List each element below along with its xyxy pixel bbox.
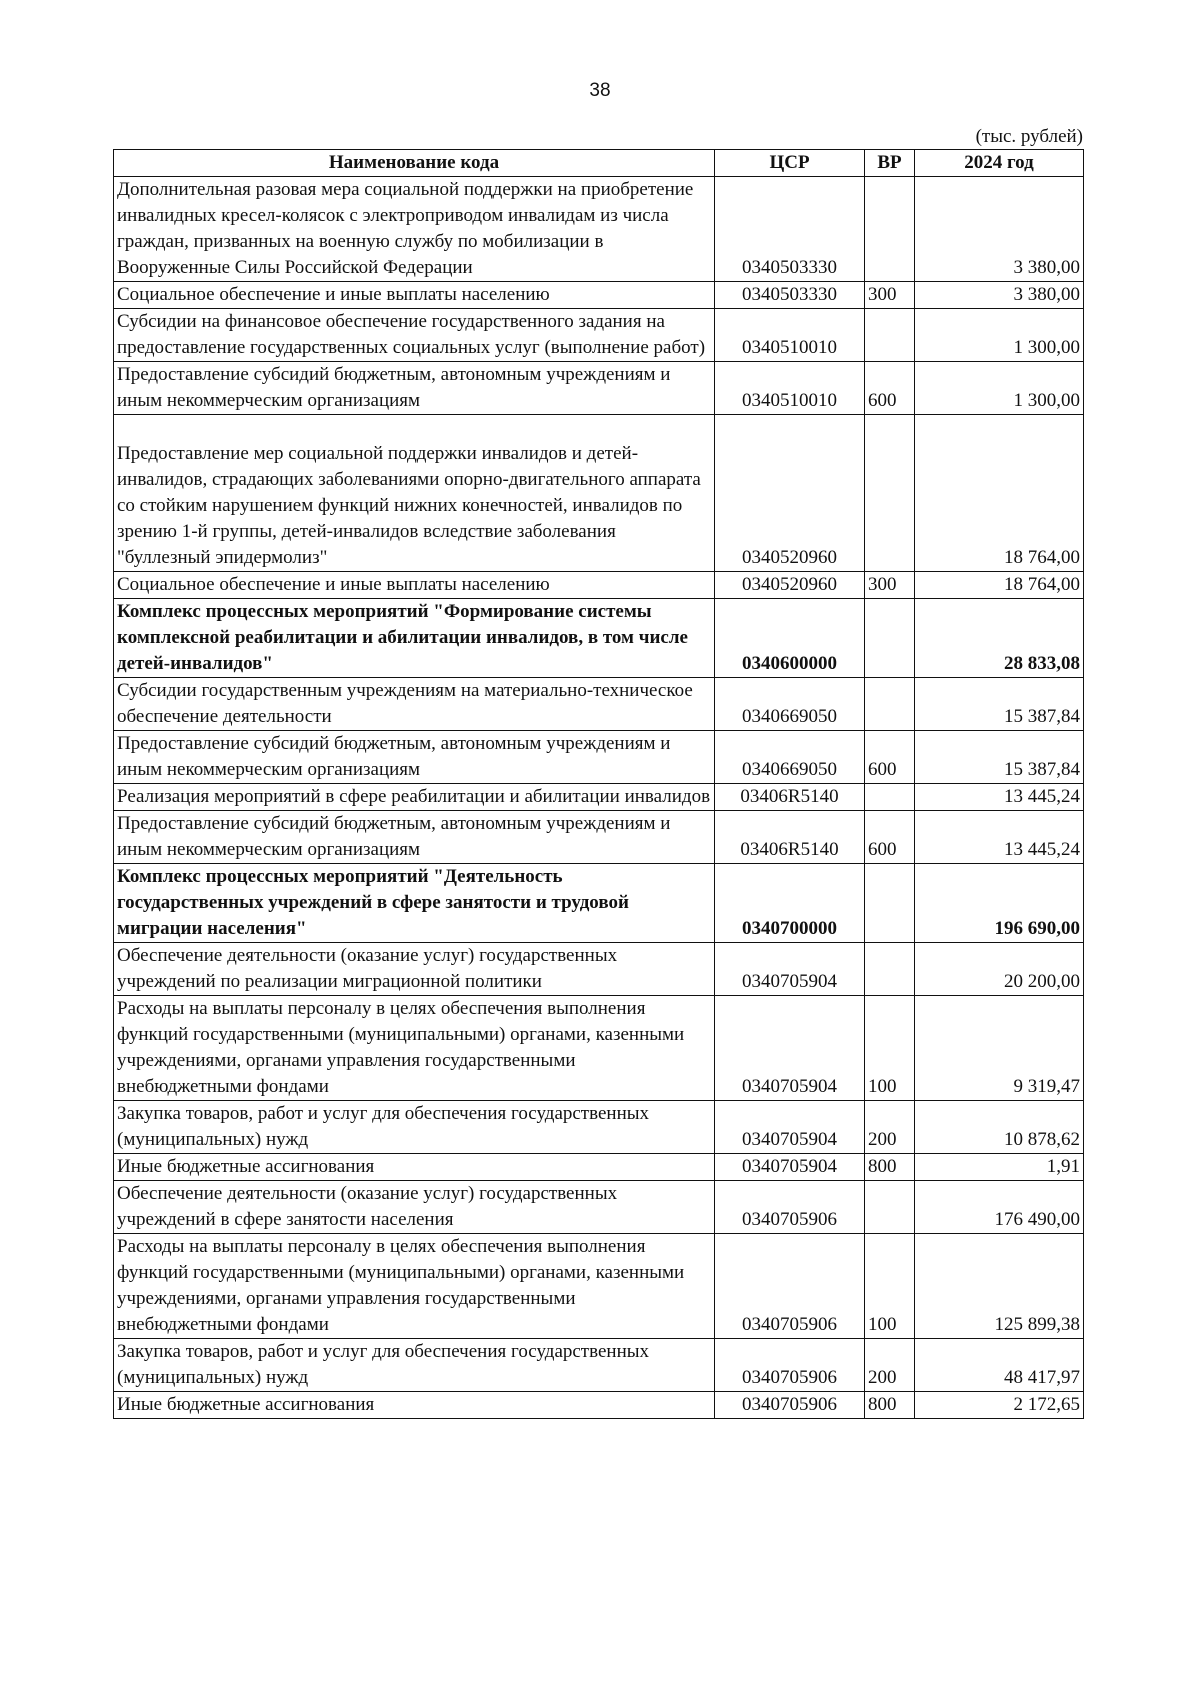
cell-csr: 03406R5140 bbox=[715, 784, 865, 811]
cell-name: Расходы на выплаты персоналу в целях обеспечения выполнения функций государственными (муниципальными) органами, казенными учреждениями, органами управления государственными внебюджетными фондами bbox=[114, 1234, 715, 1339]
cell-sum: 13 445,24 bbox=[915, 811, 1084, 864]
cell-name: Иные бюджетные ассигнования bbox=[114, 1392, 715, 1419]
cell-sum: 18 764,00 bbox=[915, 572, 1084, 599]
cell-csr: 0340669050 bbox=[715, 731, 865, 784]
budget-table bbox=[113, 149, 1084, 1419]
header-vr: ВР bbox=[865, 150, 915, 177]
cell-name: Закупка товаров, работ и услуг для обеспечения государственных (муниципальных) нужд bbox=[114, 1101, 715, 1154]
cell-vr: 600 bbox=[865, 731, 915, 784]
cell-csr: 0340705904 bbox=[715, 996, 865, 1101]
cell-sum: 1 300,00 bbox=[915, 362, 1084, 415]
table-row bbox=[114, 1392, 1084, 1419]
table-row bbox=[114, 996, 1084, 1101]
cell-csr: 0340669050 bbox=[715, 678, 865, 731]
cell-csr: 0340510010 bbox=[715, 362, 865, 415]
cell-vr bbox=[865, 784, 915, 811]
header-sum: 2024 год bbox=[915, 150, 1084, 177]
table-body bbox=[114, 177, 1084, 1419]
cell-sum: 196 690,00 bbox=[915, 864, 1084, 943]
table-row bbox=[114, 1101, 1084, 1154]
cell-name: Иные бюджетные ассигнования bbox=[114, 1154, 715, 1181]
table-row bbox=[114, 282, 1084, 309]
cell-name: Предоставление субсидий бюджетным, автономным учреждениям и иным некоммерческим организациям bbox=[114, 811, 715, 864]
cell-name: Расходы на выплаты персоналу в целях обеспечения выполнения функций государственными (муниципальными) органами, казенными учреждениями, органами управления государственными внебюджетными фондами bbox=[114, 996, 715, 1101]
cell-sum: 15 387,84 bbox=[915, 731, 1084, 784]
header-name: Наименование кода bbox=[114, 150, 715, 177]
cell-csr: 0340705906 bbox=[715, 1392, 865, 1419]
cell-vr: 100 bbox=[865, 1234, 915, 1339]
cell-vr: 800 bbox=[865, 1154, 915, 1181]
cell-csr: 0340705904 bbox=[715, 943, 865, 996]
cell-name: Обеспечение деятельности (оказание услуг) государственных учреждений в сфере занятости населения bbox=[114, 1181, 715, 1234]
cell-name: Социальное обеспечение и иные выплаты населению bbox=[114, 282, 715, 309]
cell-sum: 2 172,65 bbox=[915, 1392, 1084, 1419]
cell-name: Комплекс процессных мероприятий "Формирование системы комплексной реабилитации и абилитации инвалидов, в том числе детей-инвалидов" bbox=[114, 599, 715, 678]
cell-vr: 300 bbox=[865, 282, 915, 309]
cell-sum: 15 387,84 bbox=[915, 678, 1084, 731]
table-row bbox=[114, 1181, 1084, 1234]
cell-vr bbox=[865, 943, 915, 996]
table-row bbox=[114, 1154, 1084, 1181]
table-row bbox=[114, 864, 1084, 943]
table-row bbox=[114, 309, 1084, 362]
cell-csr: 0340705904 bbox=[715, 1154, 865, 1181]
cell-csr: 0340700000 bbox=[715, 864, 865, 943]
cell-csr: 0340520960 bbox=[715, 415, 865, 572]
cell-name: Закупка товаров, работ и услуг для обеспечения государственных (муниципальных) нужд bbox=[114, 1339, 715, 1392]
table-row bbox=[114, 177, 1084, 282]
cell-name: Комплекс процессных мероприятий "Деятельность государственных учреждений в сфере занятости и трудовой миграции населения" bbox=[114, 864, 715, 943]
page-number: 38 bbox=[589, 80, 611, 101]
cell-name: Субсидии государственным учреждениям на материально-техническое обеспечение деятельности bbox=[114, 678, 715, 731]
table-row bbox=[114, 362, 1084, 415]
cell-sum: 3 380,00 bbox=[915, 282, 1084, 309]
cell-vr bbox=[865, 309, 915, 362]
cell-name: Дополнительная разовая мера социальной поддержки на приобретение инвалидных кресел-колясок с электроприводом инвалидам из числа граждан, призванных на военную службу по мобилизации в Вооруженные Силы Российской Федерации bbox=[114, 177, 715, 282]
cell-csr: 0340705906 bbox=[715, 1339, 865, 1392]
cell-name: Реализация мероприятий в сфере реабилитации и абилитации инвалидов bbox=[114, 784, 715, 811]
cell-sum: 18 764,00 bbox=[915, 415, 1084, 572]
cell-vr: 600 bbox=[865, 811, 915, 864]
table-row bbox=[114, 415, 1084, 572]
cell-sum: 28 833,08 bbox=[915, 599, 1084, 678]
cell-sum: 20 200,00 bbox=[915, 943, 1084, 996]
cell-vr: 600 bbox=[865, 362, 915, 415]
cell-vr: 800 bbox=[865, 1392, 915, 1419]
cell-csr: 0340705906 bbox=[715, 1181, 865, 1234]
cell-vr: 300 bbox=[865, 572, 915, 599]
cell-name: Обеспечение деятельности (оказание услуг) государственных учреждений по реализации миграционной политики bbox=[114, 943, 715, 996]
cell-csr: 0340705904 bbox=[715, 1101, 865, 1154]
cell-name: Предоставление субсидий бюджетным, автономным учреждениям и иным некоммерческим организациям bbox=[114, 362, 715, 415]
cell-vr bbox=[865, 415, 915, 572]
cell-sum: 1,91 bbox=[915, 1154, 1084, 1181]
cell-sum: 48 417,97 bbox=[915, 1339, 1084, 1392]
cell-sum: 13 445,24 bbox=[915, 784, 1084, 811]
cell-csr: 0340600000 bbox=[715, 599, 865, 678]
table-row bbox=[114, 599, 1084, 678]
header-csr: ЦСР bbox=[715, 150, 865, 177]
cell-vr: 200 bbox=[865, 1101, 915, 1154]
table-row bbox=[114, 731, 1084, 784]
cell-csr: 0340520960 bbox=[715, 572, 865, 599]
table-row bbox=[114, 1339, 1084, 1392]
table-row bbox=[114, 943, 1084, 996]
units-label: (тыс. рублей) bbox=[975, 126, 1083, 147]
cell-sum: 176 490,00 bbox=[915, 1181, 1084, 1234]
cell-vr: 100 bbox=[865, 996, 915, 1101]
cell-vr bbox=[865, 1181, 915, 1234]
cell-name: Социальное обеспечение и иные выплаты населению bbox=[114, 572, 715, 599]
cell-vr bbox=[865, 177, 915, 282]
cell-vr bbox=[865, 599, 915, 678]
cell-csr: 0340503330 bbox=[715, 282, 865, 309]
table-row bbox=[114, 784, 1084, 811]
cell-sum: 125 899,38 bbox=[915, 1234, 1084, 1339]
cell-name: Субсидии на финансовое обеспечение государственного задания на предоставление государственных социальных услуг (выполнение работ) bbox=[114, 309, 715, 362]
table-header-row bbox=[114, 150, 1084, 177]
cell-csr: 0340510010 bbox=[715, 309, 865, 362]
cell-sum: 1 300,00 bbox=[915, 309, 1084, 362]
cell-csr: 03406R5140 bbox=[715, 811, 865, 864]
cell-name: Предоставление субсидий бюджетным, автономным учреждениям и иным некоммерческим организациям bbox=[114, 731, 715, 784]
cell-sum: 10 878,62 bbox=[915, 1101, 1084, 1154]
table-row bbox=[114, 572, 1084, 599]
cell-vr bbox=[865, 678, 915, 731]
cell-csr: 0340705906 bbox=[715, 1234, 865, 1339]
table-row bbox=[114, 811, 1084, 864]
cell-sum: 9 319,47 bbox=[915, 996, 1084, 1101]
cell-csr: 0340503330 bbox=[715, 177, 865, 282]
table-row bbox=[114, 1234, 1084, 1339]
cell-vr: 200 bbox=[865, 1339, 915, 1392]
cell-vr bbox=[865, 864, 915, 943]
cell-sum: 3 380,00 bbox=[915, 177, 1084, 282]
cell-name: Предоставление мер социальной поддержки инвалидов и детей-инвалидов, страдающих заболеваниями опорно-двигательного аппарата со стойким нарушением функций нижних конечностей, инвалидов по зрению 1-й группы, детей-инвалидов вследствие заболевания "буллезный эпидермолиз" bbox=[114, 415, 715, 572]
table-row bbox=[114, 678, 1084, 731]
